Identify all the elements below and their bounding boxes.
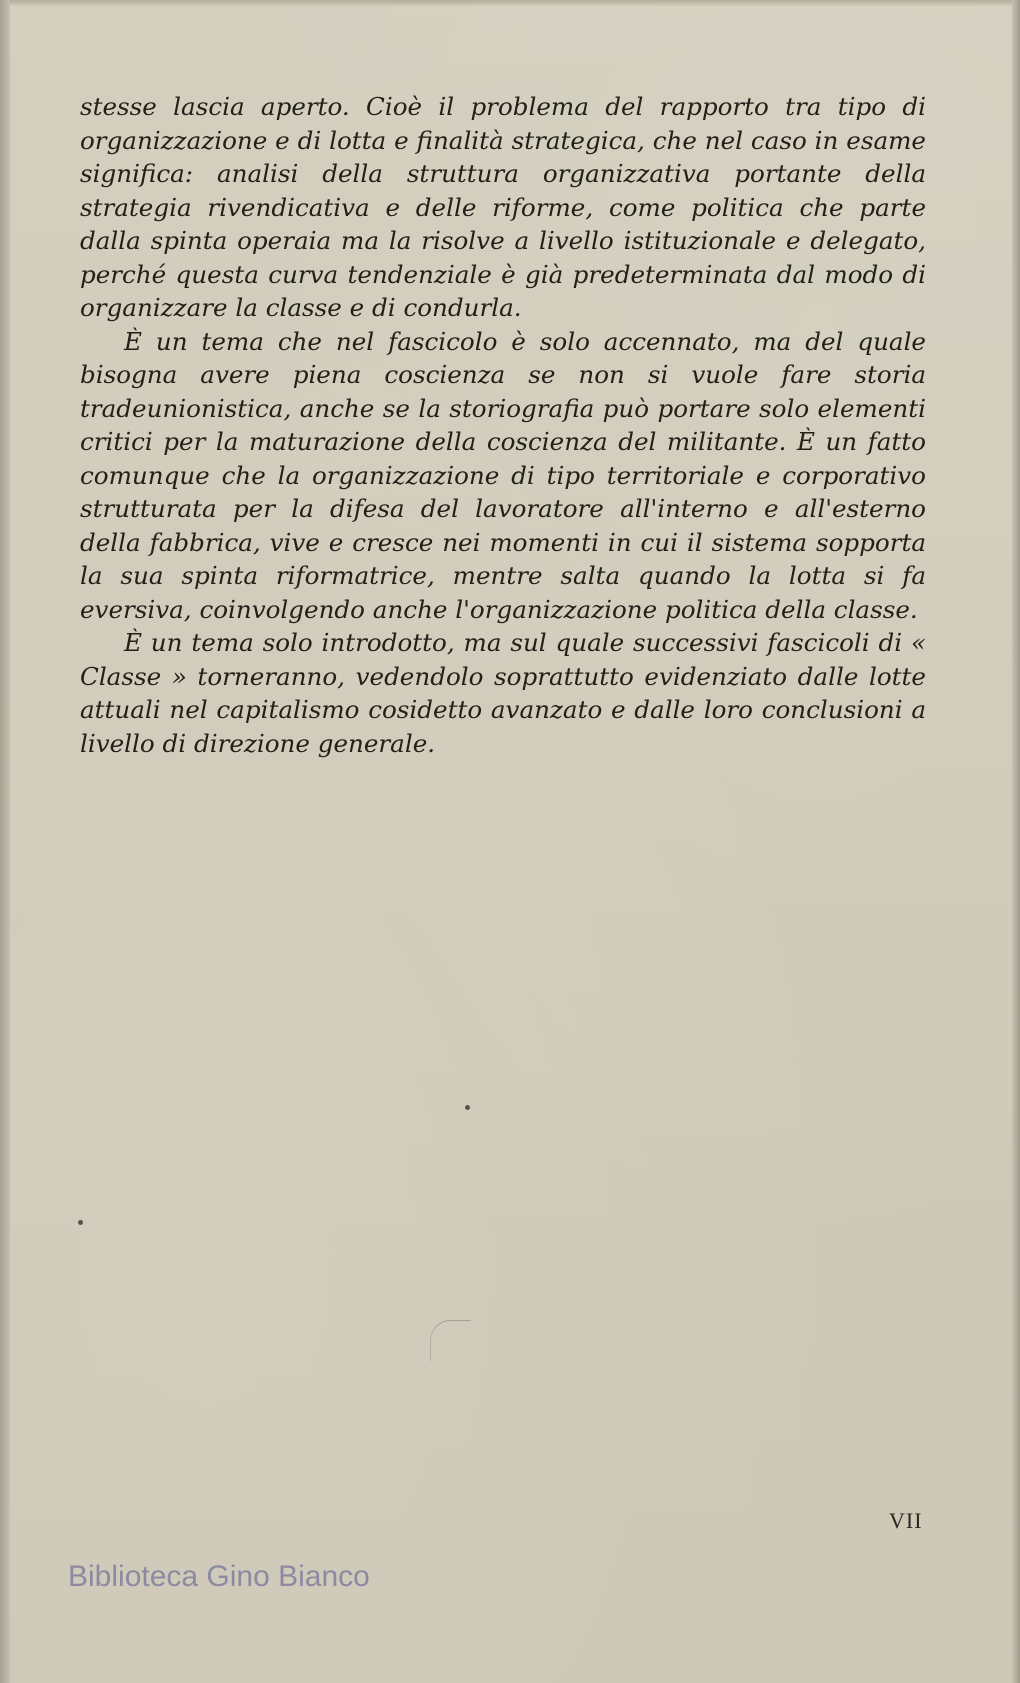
- page-left-edge: [0, 0, 10, 1683]
- paragraph-1: stesse lascia aperto. Cioè il problema del rapporto tra tipo di organizzazione e di lotta e finalità strategica, che nel caso in esame significa: analisi della struttura organizzativa portante della strategia rivendicativa e delle riforme, come politica che parte dalla spinta operaia ma la risolve a livello istituzionale e delegato, perché questa curva tendenziale è già predeterminata dal modo di organizzare la classe e di condurla.: [80, 92, 926, 322]
- library-watermark: Biblioteca Gino Bianco: [68, 1560, 370, 1593]
- paragraph-3: È un tema solo introdotto, ma sul quale successivi fascicoli di « Classe » torneranno, vedendolo soprattutto evidenziato dalle lotte attuali nel capitalismo cosidetto avanzato e dalle loro conclusioni a livello di direzione generale.: [80, 628, 926, 758]
- body-text: [80, 90, 926, 760]
- paragraph-2: È un tema che nel fascicolo è solo accennato, ma del quale bisogna avere piena coscienza se non si vuole fare storia tradeunionistica, anche se la storiografia può portare solo elementi critici per la maturazione della coscienza del militante. È un fatto comunque che la organizzazione di tipo territoriale e corporativo strutturata per la difesa del lavoratore all'interno e all'esterno della fabbrica, vive e cresce nei momenti in cui il sistema sopporta la sua spinta riformatrice, mentre salta quando la lotta si fa eversiva, coinvolgendo anche l'organizzazione politica della classe.: [80, 326, 926, 624]
- ink-speck: [78, 1220, 83, 1225]
- ink-speck: [465, 1105, 470, 1110]
- page-top-edge: [0, 0, 1020, 6]
- page-right-edge: [1012, 0, 1020, 1683]
- page-number: VII: [889, 1508, 923, 1533]
- paper-smudge: [430, 1320, 471, 1361]
